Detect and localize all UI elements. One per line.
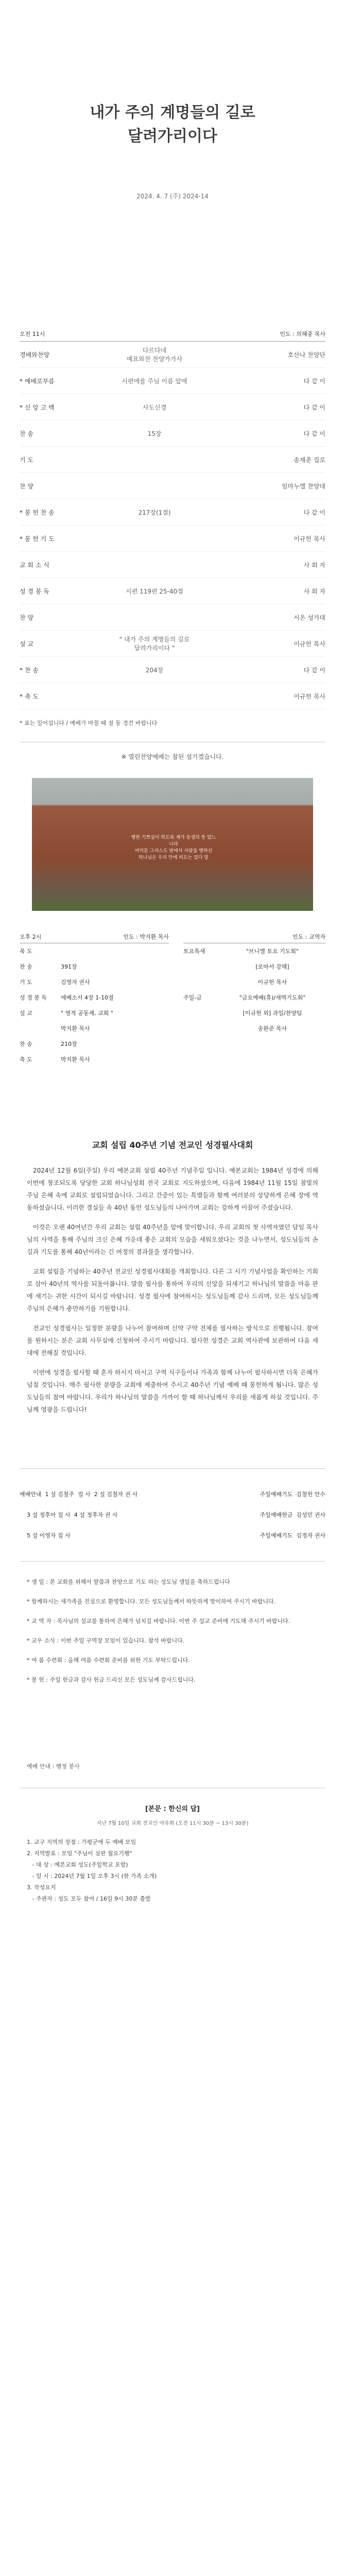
afternoon-label: 설 교 — [20, 1010, 32, 1016]
afternoon-row — [20, 1021, 169, 1036]
prayer-text: "브니엘 토요 기도회" — [246, 948, 299, 955]
order-label: 기 도 — [20, 456, 33, 464]
order-content: 217장(1절) — [138, 509, 171, 516]
article-paragraph: 이번에 성경을 필사할 때 혼자 하시지 마시고 구역 식구들이나 가족과 함께 나누어 필사하시면 더욱 은혜가 넘칠 것입니다. 매주 필사한 분량을 교회에 제출하여 주시고 40주년 기념 예배 때 봉헌하게 됩니다. 많은 성도님들의 참여 바랍니다. 우리가 하나님의 말씀을 가까이 할 때 하나님께서 우리를 새롭게 하실 것입니다. 주님께 영광을 드립니다! — [27, 1369, 318, 1413]
photo-caption-1: 행한 기쁘심이 하도록 제가 동생의 뜻 있느니라 — [131, 835, 216, 847]
order-person: 이규헌 목사 — [294, 535, 325, 543]
notice-item: * 함께하시는 새가족을 진심으로 환영합니다. 모든 성도님들께서 따뜻하게 맞이하여 주시기 바랍니다. — [27, 1598, 276, 1605]
prayer-row — [183, 990, 325, 1005]
afternoon-text: 391장 — [61, 963, 77, 970]
order-row — [20, 683, 325, 709]
prayer-text: 송완준 목사 — [257, 1025, 287, 1032]
cover-date: 2024. 4. 7 (주) 2024-14 — [136, 193, 209, 200]
order-content: 시편에를 주님 이름 앞에 — [122, 377, 187, 385]
trip-item: - 일 시 : 2024년 7월 1일 오후 3시 (한 가족 소개) — [27, 1873, 157, 1879]
notice-item: * 봉 헌 : 주일 헌금과 감사 헌금 드리신 모든 성도님께 감사드립니다. — [27, 1676, 196, 1683]
cover-title — [0, 101, 345, 148]
prayer-row — [183, 943, 325, 959]
order-row — [20, 473, 325, 499]
closing-note: 예배 안내 : 행정 봉사 — [27, 1763, 80, 1770]
order-time: 오전 11시 — [20, 331, 45, 337]
notice-item: * 여 름 수련회 : 올해 여름 수련회 준비를 위한 기도 부탁드립니다. — [27, 1657, 190, 1664]
order-person: 다 같 이 — [303, 666, 325, 674]
prayer-row — [183, 974, 325, 990]
order-content: " 내가 주의 계명들의 길로 달려가리이다 " — [119, 636, 190, 652]
prayer-row — [183, 1021, 325, 1036]
notice-item: * 교 역 자 : 목사님의 설교를 통하여 은혜가 넘치길 바랍니다. 이번 주 설교 준비에 기도해 주시기 바랍니다. — [27, 1618, 290, 1624]
order-person: 이규헌 목사 — [294, 640, 325, 648]
photo-caption-3: 하나님은 우리 안에 떠도는 있다 말 — [138, 855, 209, 860]
order-row — [20, 368, 325, 394]
order-row — [20, 631, 325, 657]
afternoon-time: 오후 2시 — [20, 934, 42, 940]
afternoon-text: 박지환 목사 — [61, 1025, 90, 1032]
server-row — [20, 1525, 325, 1546]
order-label: * 예배로부름 — [20, 377, 55, 385]
trip-items — [27, 1837, 318, 1905]
afternoon-row — [20, 1052, 169, 1067]
prayer-label: 토요특새 — [183, 948, 205, 955]
server-left: 예배안내 1 설 김철주 집 사 2 설 김철자 권 사 — [20, 1491, 138, 1498]
order-label: 찬 양 — [20, 482, 33, 490]
server-right: 주일예배헌금 김성민 권사 — [260, 1512, 325, 1518]
prayer-schedule — [183, 933, 325, 1036]
order-label: * 축 도 — [20, 692, 39, 700]
afternoon-text: 김영자 권사 — [61, 979, 90, 986]
order-label: 찬 양 — [20, 614, 33, 621]
afternoon-label: 축 도 — [20, 1056, 32, 1063]
servers-list — [20, 1484, 325, 1546]
server-right: 주일예배기도 김철헌 안수 — [260, 1491, 325, 1498]
order-label: * 찬 송 — [20, 666, 39, 674]
afternoon-text: " 영적 공동체, 교회 " — [61, 1010, 113, 1016]
prayer-leader: 인도 : 교역자 — [183, 933, 325, 943]
trip-item: 1. 교구 지역의 장점 : 가평군에 두 예배 모임 — [27, 1839, 136, 1845]
article-paragraph: 이것은 오랜 40여년간 우리 교회는 설립 40주년을 앞에 맞이합니다. 우리 교회의 첫 사역자였던 담임 목사님의 사역을 통해 주님의 크신 은혜 가운데 좋은 교회의 모습을 세워오셨다는 것을 나누면서, 성도님들의 손길과 기도를 통해 40년이라는 긴 여정의 결과물을 생각합니다. — [27, 1224, 318, 1256]
divider — [20, 1468, 325, 1469]
photo-caption-2: 여러분 그리스도 밖에서 사람을 행하신 — [134, 849, 213, 854]
order-person: 다 같 이 — [303, 430, 325, 437]
article-paragraph: 2024년 12월 6일(주일) 우리 예본교회 설립 40주년 기념주일 입니다. 예본교회는 1984년 성경에 의해 이번에 창조되도록 당당한 교회 하나님성회 전국 교회로 지도하셨으며, 다음에 1984년 11월 15일 참빛의 주님 은혜 속에 교회로 설립되었습니다. 그리고 간증이 있는 특별들과 함께 여러분의 상당하게 은혜 장에 역동하셨습니다. 이러한 결실들 속 40년 동안 성도님들의 나아가며 교회는 강하게 이끌어 주셨습니다. — [27, 1167, 318, 1211]
divider — [20, 1561, 325, 1562]
afternoon-row — [20, 974, 169, 990]
order-label: 교 회 소 식 — [20, 561, 49, 569]
prayer-text: "금요예배(휴)/새벽기도회" — [239, 994, 306, 1001]
notice-item: * 생 일 : 본 교회를 위해서 말씀과 찬양으로 기도 하는 성도님 생일을 축하드립니다 — [27, 1579, 230, 1585]
prayer-row — [183, 1005, 325, 1021]
order-row — [20, 578, 325, 604]
cover-title-line2: 달려가리이다 — [128, 127, 217, 145]
welcome-text: ※ 열린찬양예배는 참된 섬기겠습니다. — [121, 753, 224, 760]
order-label: * 신 앙 고 백 — [20, 403, 55, 411]
order-content: 시편 119편 25-40절 — [126, 587, 183, 595]
afternoon-row — [20, 1005, 169, 1021]
order-row — [20, 657, 325, 683]
afternoon-text: 에베소서 4장 1-10절 — [61, 994, 114, 1001]
prayer-row — [183, 959, 325, 974]
order-label: 찬 송 — [20, 430, 33, 437]
order-label: * 봉 헌 찬 송 — [20, 509, 55, 516]
worship-order — [20, 330, 325, 727]
afternoon-service — [20, 933, 169, 1067]
order-row — [20, 604, 325, 631]
order-person: 다 같 이 — [303, 509, 325, 516]
notices — [27, 1577, 318, 1694]
order-row — [20, 552, 325, 578]
order-person: 이규헌 목사 — [294, 692, 325, 700]
afternoon-label: 기 도 — [20, 979, 32, 986]
afternoon-label: 찬 송 — [20, 963, 32, 970]
prayer-text: [로마서 강해] — [255, 963, 289, 970]
server-row — [20, 1484, 325, 1504]
order-label: * 봉 헌 기 도 — [20, 535, 55, 543]
afternoon-label: 묵 도 — [20, 948, 32, 955]
server-left: 5 설 이영자 집 사 — [20, 1532, 71, 1539]
church-photo — [32, 778, 313, 911]
article-title: 교회 설립 40주년 기념 전교인 성경필사대회 — [92, 1140, 253, 1150]
order-content: 204장 — [145, 666, 164, 674]
order-row — [20, 447, 325, 473]
server-left: 3 설 정후아 집 사 4 설 정후자 권 사 — [20, 1512, 118, 1518]
order-row — [20, 420, 325, 447]
afternoon-row — [20, 943, 169, 959]
order-content: 다르다네 예표와찬 찬양가가사 — [126, 347, 183, 363]
afternoon-row — [20, 959, 169, 974]
afternoon-label: 찬 송 — [20, 1041, 32, 1047]
order-person: 송재춘 집로 — [294, 456, 325, 464]
trip-title: [본문 : 한신의 답] — [145, 1805, 200, 1813]
order-label: 경배와찬양 — [20, 351, 49, 359]
order-person: 호산나 찬양단 — [287, 351, 325, 359]
afternoon-text: 박지환 목사 — [61, 1056, 90, 1063]
trip-item: - 대 상 : 예본교회 성도(주일학교 포함) — [27, 1861, 128, 1868]
trip-item: 2. 지역발표 : 모임 "주님이 심판 월요기행" — [27, 1850, 132, 1857]
order-content: 사도신경 — [142, 403, 167, 411]
server-row — [20, 1504, 325, 1525]
order-person: 다 같 이 — [303, 403, 325, 411]
order-leader: 인도 : 의혜중 목사 — [280, 331, 325, 337]
afternoon-row — [20, 1036, 169, 1052]
order-person: 임마누엘 찬양대 — [282, 482, 325, 490]
order-row — [20, 499, 325, 526]
order-note: * 표는 일어섭니다 / 예배가 마칠 때 절 동 경건 바랍니다 — [20, 720, 158, 726]
trip-subtitle: 지난 7월 10일 교회 전교인 야유회 (오전 11시 30분 ~ 13시 30분) — [96, 1821, 249, 1826]
order-person: 사 회 자 — [303, 587, 325, 595]
cover-title-line1: 내가 주의 계명들의 길로 — [90, 104, 255, 122]
trip-item: 3. 작성요지 — [27, 1884, 56, 1891]
order-person: 사 회 자 — [303, 561, 325, 569]
order-label: 성 경 봉 독 — [20, 587, 49, 595]
article-paragraph: 전교인 성경필사는 일정한 분량을 나누어 참여하며 신약 구약 전체를 필사하는 방식으로 진행됩니다. 참여를 원하시는 분은 교회 사무실에 신청하여 주시기 바랍니다. 필사한 성경은 교회 역사관에 보관하여 다음 세대에 전해질 것입니다. — [27, 1325, 318, 1357]
notice-item: * 교우 소식 : 이번 주일 구역장 모임이 있습니다. 참석 바랍니다. — [27, 1637, 185, 1644]
prayer-text: 이규헌 목사 — [257, 979, 287, 986]
prayer-text: [이규헌 외] 과일/찬양팀 — [243, 1010, 302, 1016]
afternoon-row — [20, 990, 169, 1005]
order-row — [20, 342, 325, 368]
server-right: 주일예배기도 김정자 권사 — [260, 1532, 325, 1539]
article-paragraph: 교회 설립을 기념하는 40주년 전교인 성경필사대회를 개최합니다. 다른 그 시기 기념사업을 확인하는 기회로 삼아 40년의 역사를 되돌아봅니다. 말씀 필사를 통하여 우리의 신앙을 되새기고 하나님의 말씀을 마음 판에 새기는 귀한 시간이 되시길 바랍니다. 성경 필사에 참여하시는 성도님들께 감사 드리며, 모든 성도님들께 주님의 은혜가 충만하기를 기원합니다. — [27, 1268, 318, 1312]
afternoon-text: 210장 — [61, 1041, 77, 1047]
afternoon-leader: 인도 : 박지환 목사 — [123, 934, 169, 940]
trip-item: - 주관자 : 성도 모두 참여 / 16일 9시 30분 출발 — [27, 1895, 151, 1902]
order-row — [20, 394, 325, 420]
order-person: 시온 성가대 — [294, 614, 325, 621]
order-content: 15장 — [147, 430, 162, 437]
article-body — [27, 1164, 318, 1423]
order-label: 설 교 — [20, 640, 33, 648]
order-person: 다 같 이 — [303, 377, 325, 385]
prayer-label: 주일-금 — [183, 994, 202, 1001]
afternoon-label: 성 경 봉 독 — [20, 994, 47, 1001]
order-row — [20, 526, 325, 552]
